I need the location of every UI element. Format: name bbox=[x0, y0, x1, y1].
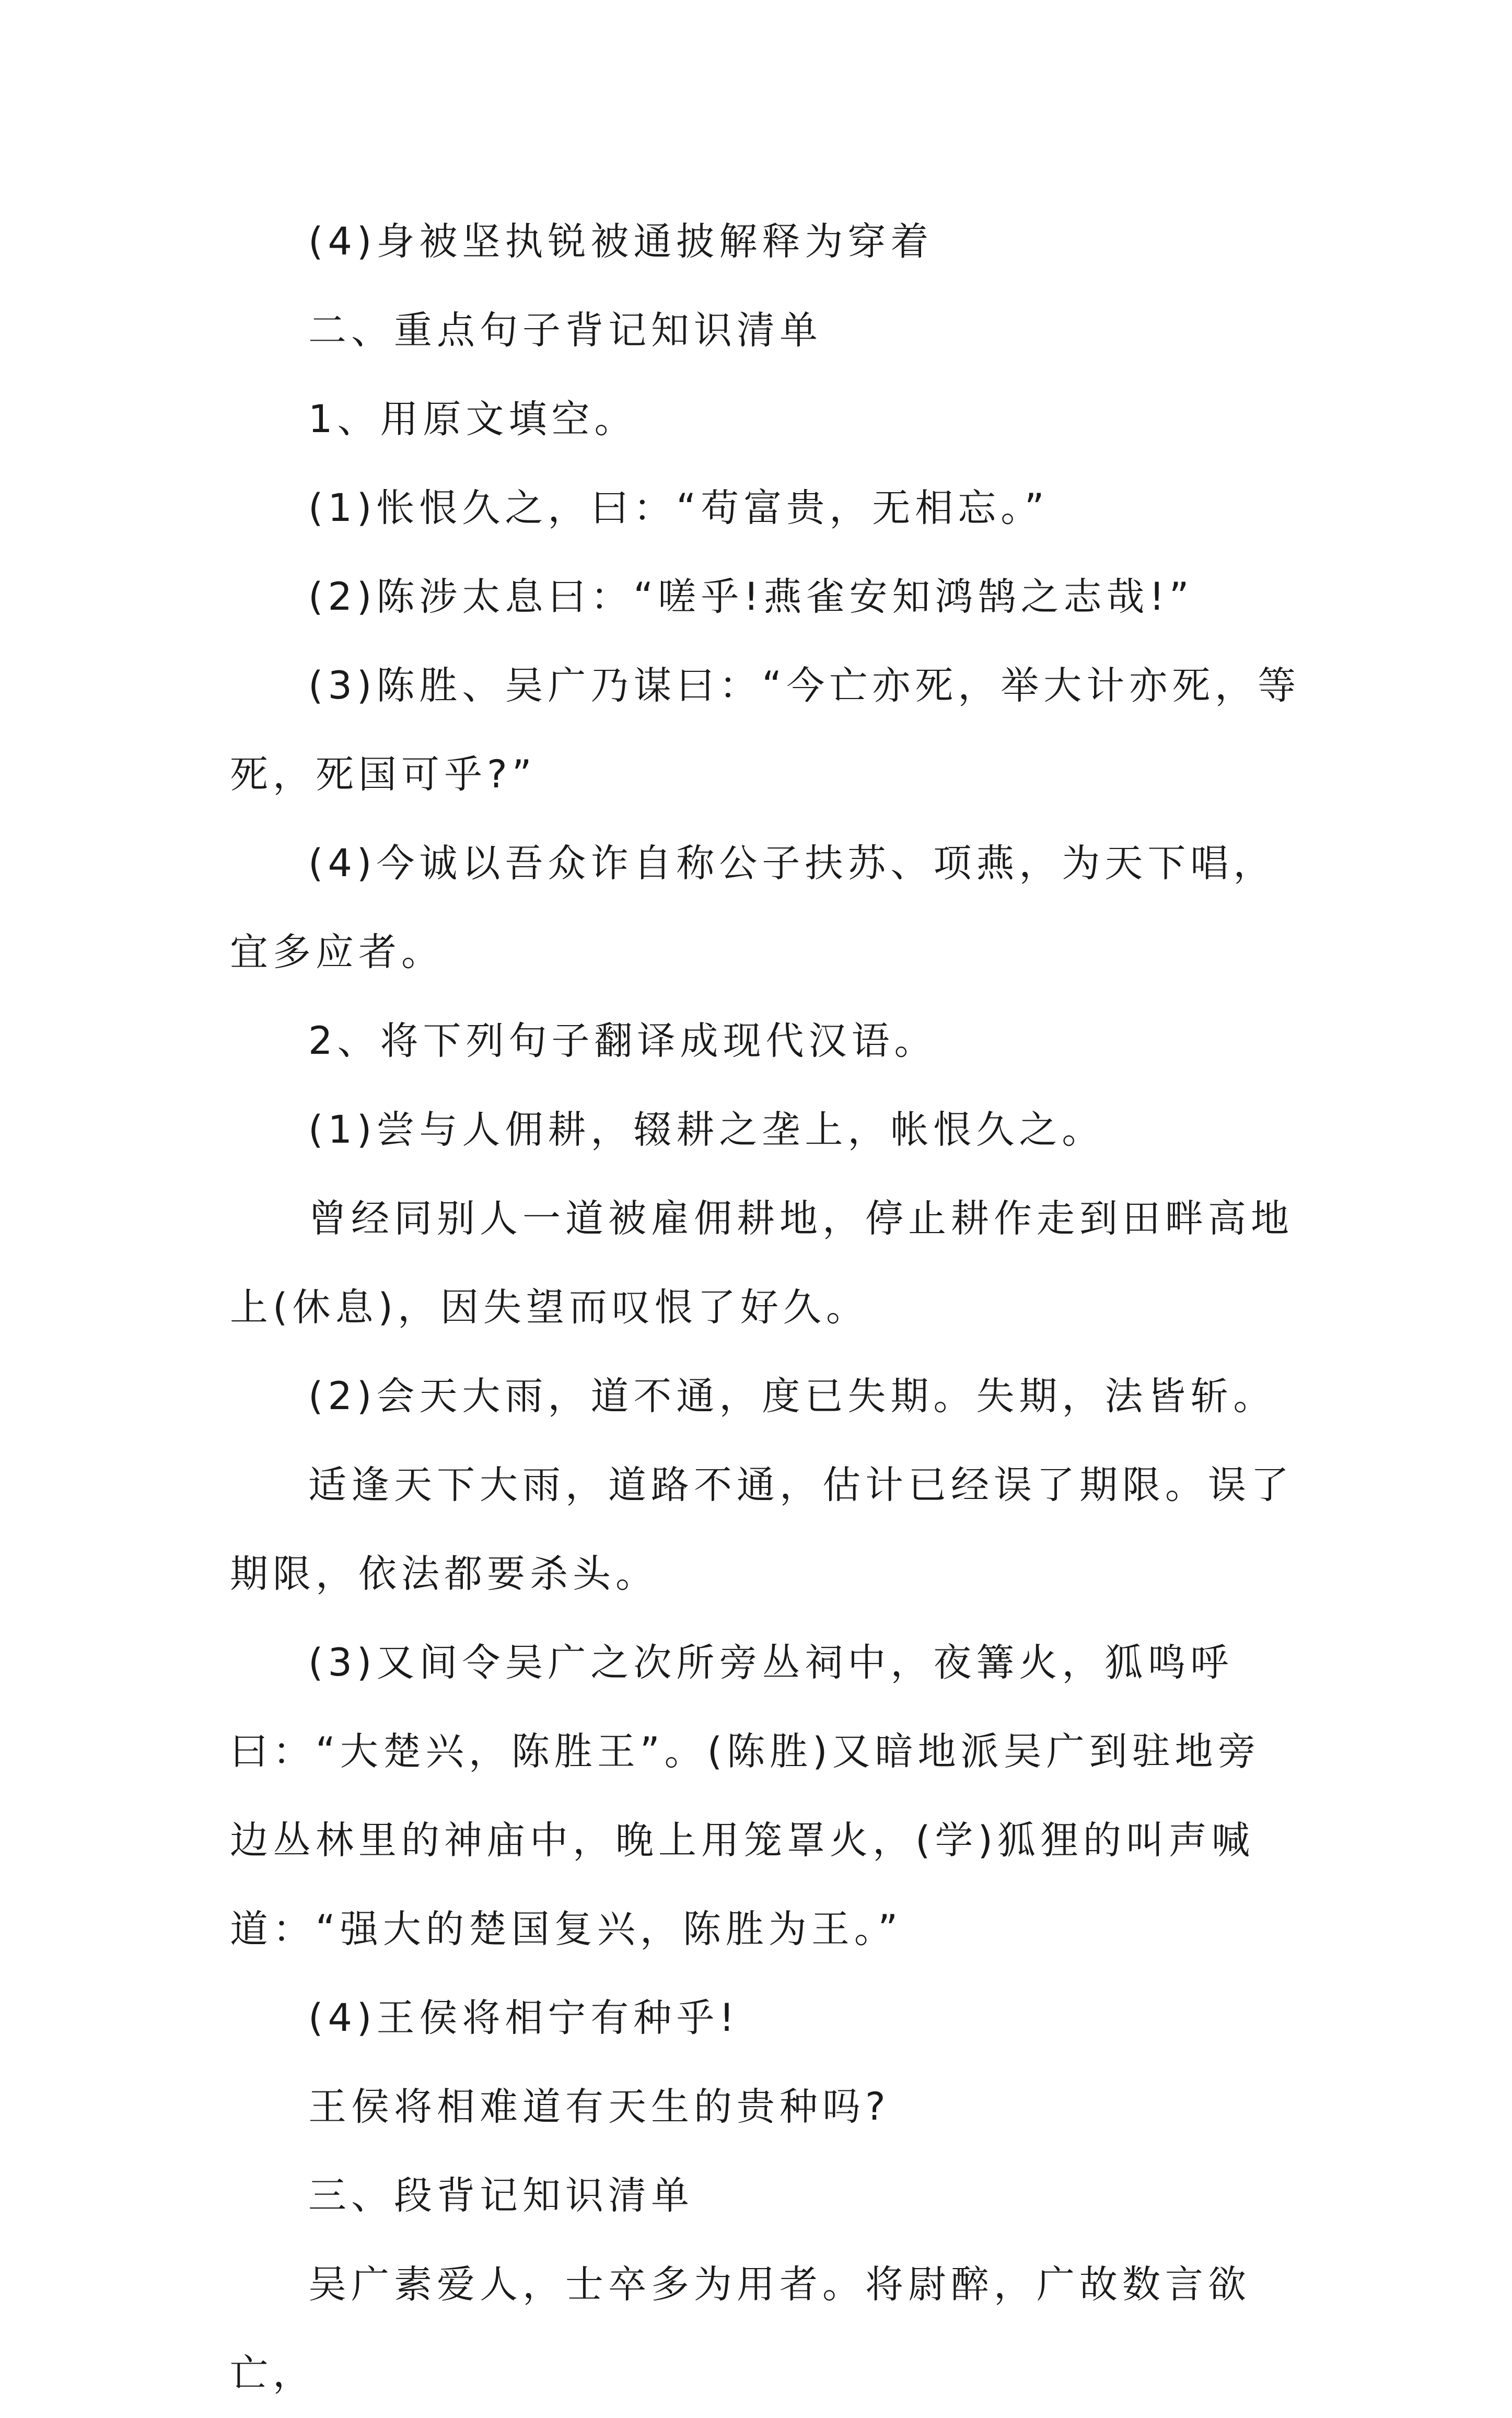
paragraph-15: 王侯将相难道有天生的贵种吗? bbox=[308, 2085, 890, 2129]
document-body bbox=[230, 197, 1301, 2418]
paragraph-9: (1)尝与人佣耕，辍耕之垄上，帐恨久之。 bbox=[308, 1108, 1105, 1152]
section-heading-2: 二、重点句子背记知识清单 bbox=[308, 308, 822, 353]
paragraph-1: (4)身被坚执锐被通披解释为穿着 bbox=[308, 219, 934, 264]
paragraph-17: 吴广素爱人，士卒多为用者。将尉醉，广故数言欲亡， bbox=[230, 2262, 1251, 2396]
paragraph-11: (2)会天大雨，道不通，度已失期。失期，法皆斩。 bbox=[308, 1374, 1276, 1419]
paragraph-10: 曾经同别人一道被雇佣耕地，停止耕作走到田畔高地上(休息)，因失望而叹恨了好久。 bbox=[230, 1196, 1294, 1330]
paragraph-6: (3)陈胜、吴广乃谋曰：“今亡亦死，举大计亦死，等死，死国可乎?” bbox=[230, 664, 1301, 797]
section-heading-3: 三、段背记知识清单 bbox=[308, 2173, 694, 2218]
paragraph-7: (4)今诚以吾众诈自称公子扶苏、项燕，为天下唱，宜多应者。 bbox=[230, 841, 1276, 974]
subheading-translate: 2、将下列句子翻译成现代汉语。 bbox=[308, 1019, 937, 1063]
paragraph-4: (1)怅恨久之，曰：“苟富贵，无相忘。” bbox=[308, 486, 1049, 530]
subheading-fill-blank: 1、用原文填空。 bbox=[308, 397, 637, 441]
paragraph-5: (2)陈涉太息曰：“嗟乎!燕雀安知鸿鹄之志哉!” bbox=[308, 575, 1194, 619]
paragraph-12: 适逢天下大雨，道路不通，估计已经误了期限。误了期限，依法都要杀头。 bbox=[230, 1463, 1294, 1596]
paragraph-13: (3)又间令吴广之次所旁丛祠中，夜篝火，狐鸣呼曰：“大楚兴，陈胜王”。(陈胜)又暗地派吴广到驻地旁边丛林里的神庙中，晚上用笼罩火，(学)狐狸的叫声喊道：“强大的楚国复兴，陈胜为王。” bbox=[230, 1641, 1261, 1951]
paragraph-14: (4)王侯将相宁有种乎! bbox=[308, 1996, 739, 2040]
